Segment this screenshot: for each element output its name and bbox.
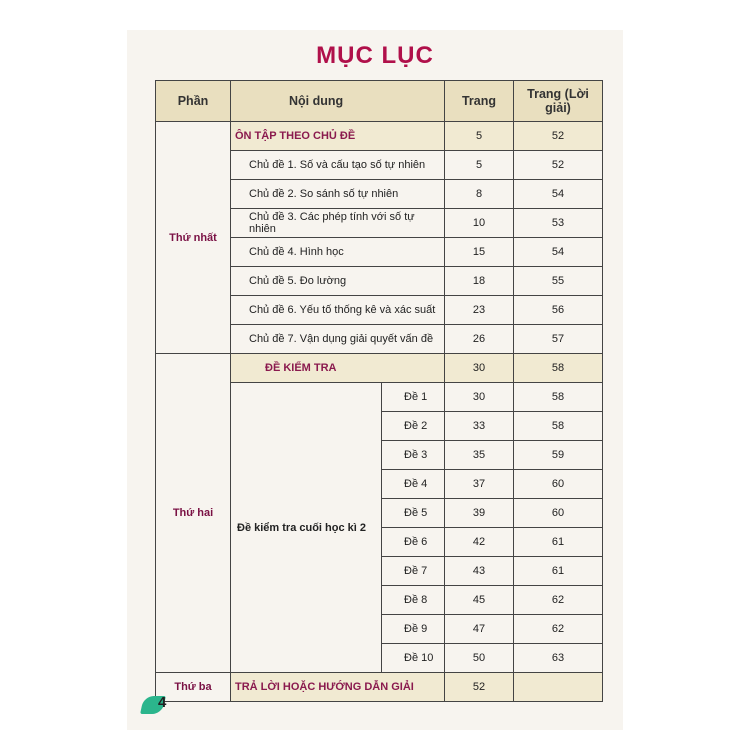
header-part: Phần [156, 81, 231, 122]
section-title: ÔN TẬP THEO CHỦ ĐỀ [231, 122, 445, 151]
answer-page-number: 59 [514, 441, 603, 470]
answer-page-number: 56 [514, 296, 603, 325]
answer-page-number [514, 673, 603, 702]
answer-page-number: 61 [514, 528, 603, 557]
toc-table [155, 80, 603, 702]
page-number: 42 [445, 528, 514, 557]
topic-title: Chủ đề 6. Yếu tố thống kê và xác suất [231, 296, 445, 325]
page-number: 8 [445, 180, 514, 209]
page-number: 30 [445, 354, 514, 383]
answer-page-number: 62 [514, 586, 603, 615]
answer-page-number: 61 [514, 557, 603, 586]
answer-page-number: 58 [514, 412, 603, 441]
answer-page-number: 54 [514, 238, 603, 267]
page-number: 43 [445, 557, 514, 586]
exam-title: Đề 4 [382, 470, 445, 499]
page-number: 10 [445, 209, 514, 238]
exam-title: Đề 9 [382, 615, 445, 644]
exam-title: Đề 10 [382, 644, 445, 673]
exam-group-label: Đề kiểm tra cuối học kì 2 [231, 383, 382, 673]
page-title: MỤC LỤC [316, 42, 434, 69]
page-number: 30 [445, 383, 514, 412]
exam-title: Đề 1 [382, 383, 445, 412]
page-number-label: 4 [158, 694, 167, 711]
page-number: 18 [445, 267, 514, 296]
page-number: 35 [445, 441, 514, 470]
page-number: 26 [445, 325, 514, 354]
page-number: 39 [445, 499, 514, 528]
header-row [156, 81, 603, 122]
page-number: 37 [445, 470, 514, 499]
topic-title: Chủ đề 3. Các phép tính với số tự nhiên [231, 209, 445, 238]
answer-page-number: 63 [514, 644, 603, 673]
part-label: Thứ nhất [156, 122, 231, 354]
topic-title: Chủ đề 7. Vận dụng giải quyết vấn đề [231, 325, 445, 354]
page-number: 33 [445, 412, 514, 441]
topic-title: Chủ đề 5. Đo lường [231, 267, 445, 296]
exam-title: Đề 7 [382, 557, 445, 586]
header-page: Trang [445, 81, 514, 122]
page-number: 15 [445, 238, 514, 267]
answer-page-number: 52 [514, 122, 603, 151]
page-number: 45 [445, 586, 514, 615]
section-row [156, 122, 603, 151]
exam-title: Đề 5 [382, 499, 445, 528]
answer-page-number: 58 [514, 354, 603, 383]
topic-title: Chủ đề 2. So sánh số tự nhiên [231, 180, 445, 209]
exam-title: Đề 6 [382, 528, 445, 557]
answer-page-number: 57 [514, 325, 603, 354]
page-number: 47 [445, 615, 514, 644]
section-title: TRẢ LỜI HOẶC HƯỚNG DẪN GIẢI [231, 673, 445, 702]
answer-page-number: 54 [514, 180, 603, 209]
topic-title: Chủ đề 4. Hình học [231, 238, 445, 267]
page-number: 5 [445, 122, 514, 151]
answer-page-number: 62 [514, 615, 603, 644]
answer-page-number: 60 [514, 499, 603, 528]
page-number: 50 [445, 644, 514, 673]
page-number-badge [140, 690, 176, 720]
part-label: Thứ ba [156, 673, 231, 702]
exam-title: Đề 3 [382, 441, 445, 470]
answer-page-number: 52 [514, 151, 603, 180]
part-label: Thứ hai [156, 354, 231, 673]
header-answer-page: Trang (Lời giải) [514, 81, 603, 122]
answer-page-number: 60 [514, 470, 603, 499]
topic-title: Chủ đề 1. Số và cấu tạo số tự nhiên [231, 151, 445, 180]
section-row [156, 673, 603, 702]
answer-page-number: 55 [514, 267, 603, 296]
page-number: 23 [445, 296, 514, 325]
header-content: Nội dung [231, 81, 445, 122]
page-number: 5 [445, 151, 514, 180]
section-row [156, 354, 603, 383]
page-number: 52 [445, 673, 514, 702]
answer-page-number: 53 [514, 209, 603, 238]
exam-title: Đề 8 [382, 586, 445, 615]
section-title: ĐỀ KIỂM TRA [231, 354, 445, 383]
exam-title: Đề 2 [382, 412, 445, 441]
answer-page-number: 58 [514, 383, 603, 412]
